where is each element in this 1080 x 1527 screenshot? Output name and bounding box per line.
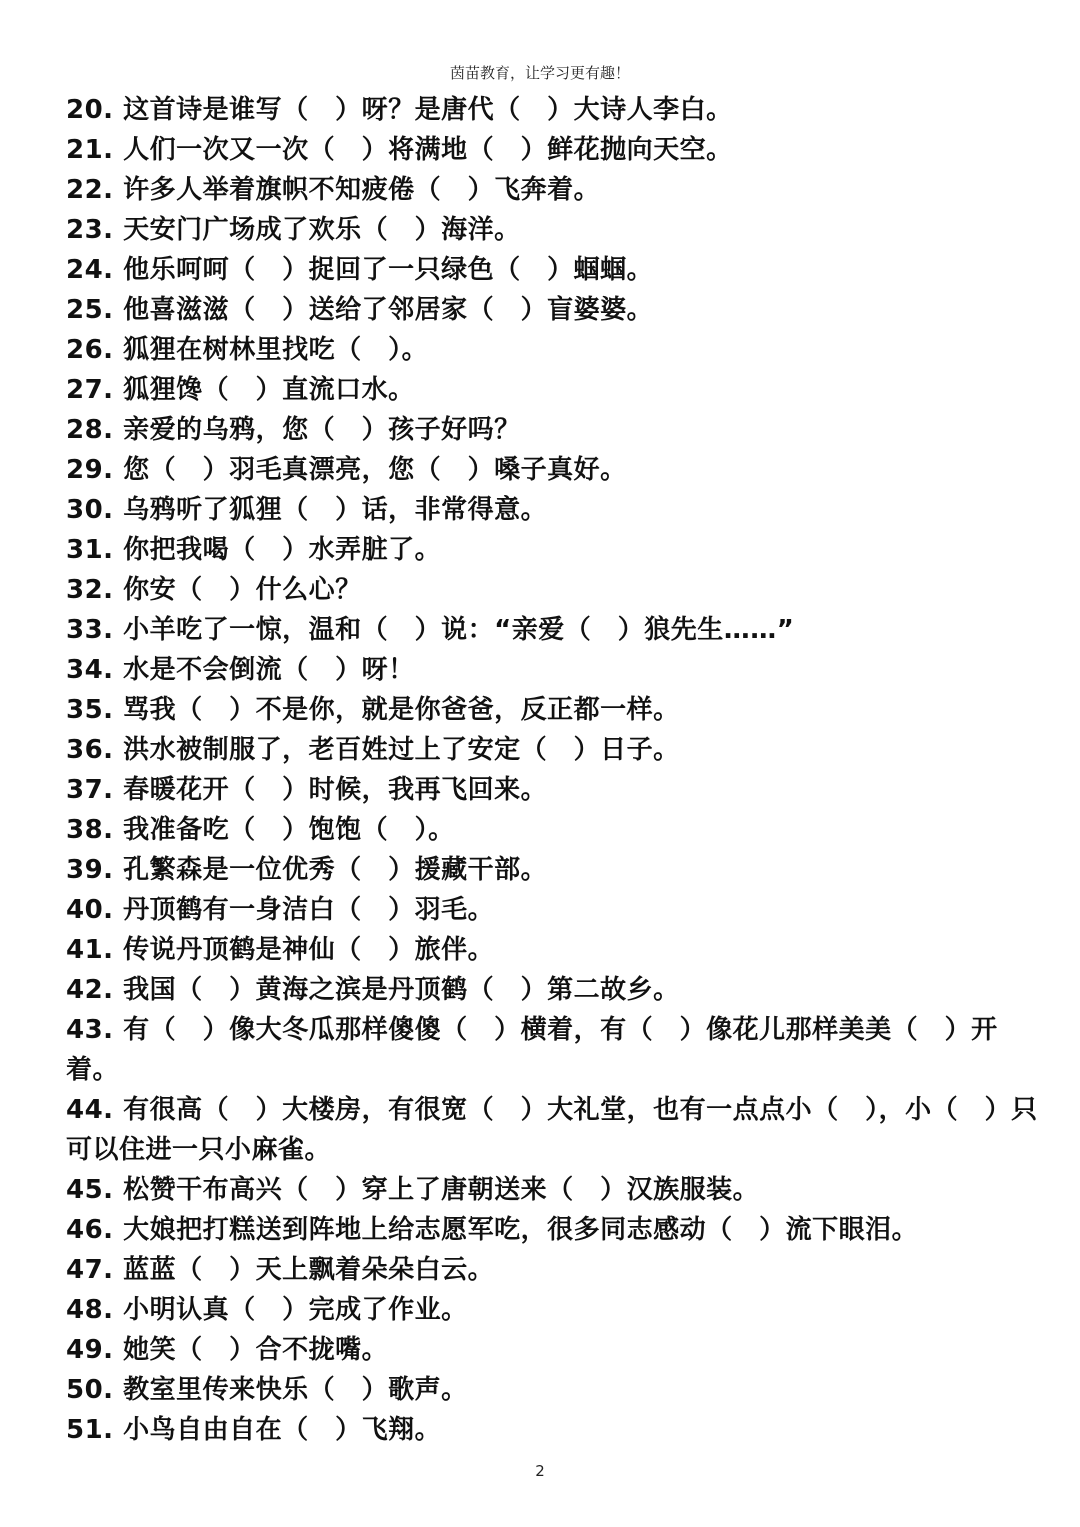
exercise-item: 21. 人们一次又一次（ ）将满地（ ）鲜花抛向天空。 [66,135,733,165]
exercise-item: 35. 骂我（ ）不是你，就是你爸爸，反正都一样。 [66,695,680,725]
exercise-item: 27. 狐狸馋（ ）直流口水。 [66,375,415,405]
exercise-item: 25. 他喜滋滋（ ）送给了邻居家（ ）盲婆婆。 [66,295,654,325]
exercise-item: 29. 您（ ）羽毛真漂亮，您（ ）嗓子真好。 [66,455,627,485]
exercise-item: 26. 狐狸在树林里找吃（ ）。 [66,335,429,365]
exercise-item: 40. 丹顶鹤有一身洁白（ ）羽毛。 [66,895,495,925]
exercise-item: 47. 蓝蓝（ ）天上飘着朵朵白云。 [66,1255,495,1285]
exercise-item: 23. 天安门广场成了欢乐（ ）海洋。 [66,215,521,245]
exercise-item: 30. 乌鸦听了狐狸（ ）话，非常得意。 [66,495,548,525]
exercise-item: 49. 她笑（ ）合不拢嘴。 [66,1335,389,1365]
page-number: 2 [535,1462,545,1480]
exercise-item: 39. 孔繁森是一位优秀（ ）援藏干部。 [66,855,548,885]
exercise-item: 24. 他乐呵呵（ ）捉回了一只绿色（ ）蝈蝈。 [66,255,654,285]
exercise-item: 28. 亲爱的乌鸦，您（ ）孩子好吗？ [66,415,521,445]
page-header: 茵苗教育，让学习更有趣！ [449,64,630,82]
exercise-item: 22. 许多人举着旗帜不知疲倦（ ）飞奔着。 [66,175,601,205]
exercise-item: 20. 这首诗是谁写（ ）呀？是唐代（ ）大诗人李白。 [66,95,733,125]
exercise-item: 38. 我准备吃（ ）饱饱（ ）。 [66,815,455,845]
exercise-item: 32. 你安（ ）什么心？ [66,575,362,605]
exercise-list [66,90,1041,1450]
exercise-item: 34. 水是不会倒流（ ）呀！ [66,655,415,685]
exercise-item: 45. 松赞干布高兴（ ）穿上了唐朝送来（ ）汉族服装。 [66,1175,760,1205]
exercise-item: 43. 有（ ）像大冬瓜那样傻傻（ ）横着，有（ ）像花儿那样美美（ ）开着。 [66,1015,998,1085]
exercise-item: 33. 小羊吃了一惊，温和（ ）说：“亲爱（ ）狼先生……” [66,615,795,645]
exercise-item: 41. 传说丹顶鹤是神仙（ ）旅伴。 [66,935,495,965]
exercise-item: 31. 你把我喝（ ）水弄脏了。 [66,535,442,565]
exercise-item: 50. 教室里传来快乐（ ）歌声。 [66,1375,468,1405]
exercise-item: 48. 小明认真（ ）完成了作业。 [66,1295,468,1325]
exercise-item: 46. 大娘把打糕送到阵地上给志愿军吃，很多同志感动（ ）流下眼泪。 [66,1215,919,1245]
exercise-item: 44. 有很高（ ）大楼房，有很宽（ ）大礼堂，也有一点点小（ ），小（ ）只可以住进一只小麻雀。 [66,1095,1038,1165]
exercise-item: 42. 我国（ ）黄海之滨是丹顶鹤（ ）第二故乡。 [66,975,680,1005]
exercise-item: 37. 春暖花开（ ）时候，我再飞回来。 [66,775,548,805]
exercise-item: 36. 洪水被制服了，老百姓过上了安定（ ）日子。 [66,735,680,765]
exercise-item: 51. 小鸟自由自在（ ）飞翔。 [66,1415,442,1445]
